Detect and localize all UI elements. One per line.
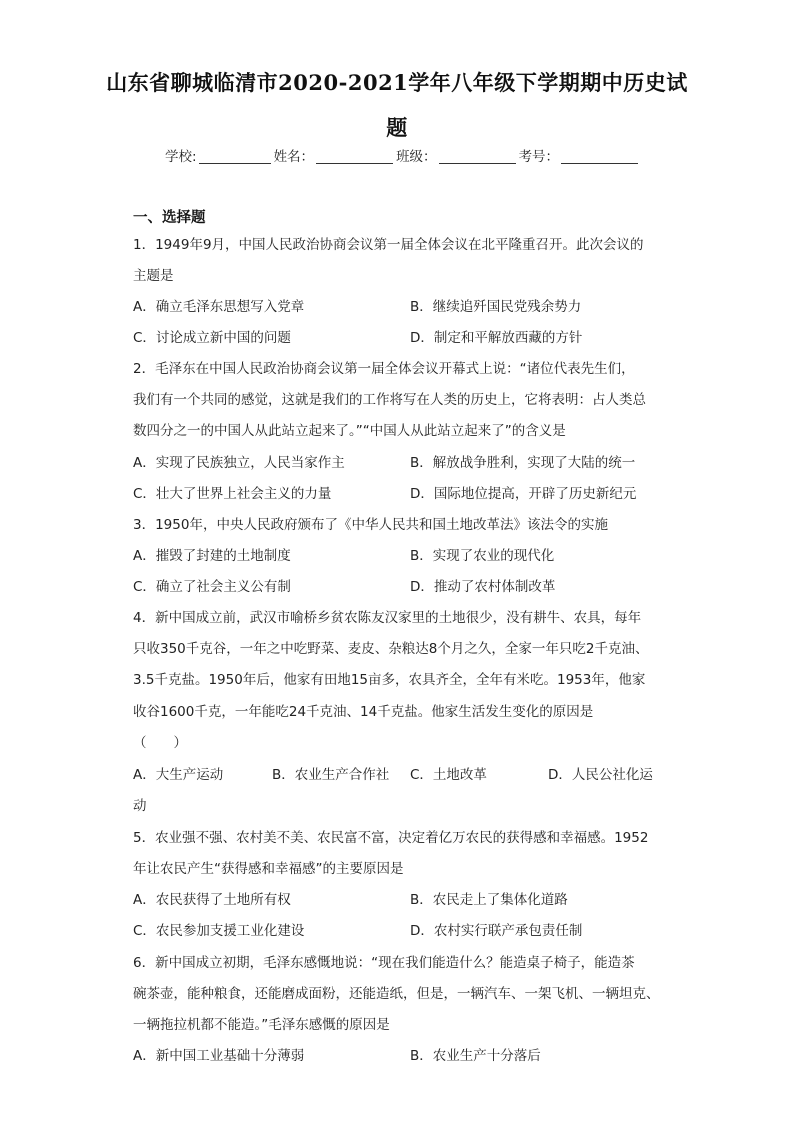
question-5-text: 年让农民产生“获得感和幸福感”的主要原因是 bbox=[133, 861, 404, 877]
question-1-text: 主题是 bbox=[133, 268, 174, 284]
question-4-answer-bracket: （ ） bbox=[133, 735, 187, 751]
question-2-text: 我们有一个共同的感觉，这就是我们的工作将写在人类的历史上，它将表明：占人类总 bbox=[133, 392, 646, 408]
question-5-option-b[interactable]: B．农民走上了集体化道路 bbox=[410, 892, 568, 908]
question-1-option-c[interactable]: C．讨论成立新中国的问题 bbox=[133, 330, 291, 346]
question-5-option-a[interactable]: A．农民获得了土地所有权 bbox=[133, 892, 291, 908]
question-2-text: 2．毛泽东在中国人民政治协商会议第一届全体会议开幕式上说：“诸位代表先生们， bbox=[133, 361, 635, 377]
question-3-option-c[interactable]: C．确立了社会主义公有制 bbox=[133, 579, 291, 595]
school-label: 学校: bbox=[165, 149, 197, 165]
question-1-option-a[interactable]: A．确立毛泽东思想写入党章 bbox=[133, 299, 305, 315]
class-field[interactable] bbox=[439, 149, 516, 164]
question-5-text: 5．农业强不强、农村美不美、农民富不富，决定着亿万农民的获得感和幸福感。1952 bbox=[133, 830, 649, 846]
question-1-text: 1．1949年9月，中国人民政治协商会议第一届全体会议在北平隆重召开。此次会议的 bbox=[133, 237, 644, 253]
question-2-option-b[interactable]: B．解放战争胜利，实现了大陆的统一 bbox=[410, 455, 636, 471]
question-6-text: 碗茶壶，能种粮食，还能磨成面粉，还能造纸，但是，一辆汽车、一架飞机、一辆坦克、 bbox=[133, 986, 660, 1002]
question-6-option-a[interactable]: A．新中国工业基础十分薄弱 bbox=[133, 1048, 305, 1064]
question-1-option-d[interactable]: D．制定和平解放西藏的方针 bbox=[410, 330, 583, 346]
question-2-option-c[interactable]: C．壮大了世界上社会主义的力量 bbox=[133, 486, 332, 502]
question-6-option-b[interactable]: B．农业生产十分落后 bbox=[410, 1048, 541, 1064]
question-6-text: 一辆拖拉机都不能造。”毛泽东感慨的原因是 bbox=[133, 1017, 390, 1033]
class-label: 班级： bbox=[396, 149, 437, 165]
exam-title-continued: 题 bbox=[386, 115, 408, 140]
question-4-option-d-wrap: 动 bbox=[133, 798, 147, 814]
section-title: 一、选择题 bbox=[133, 210, 206, 226]
question-4-option-c[interactable]: C．土地改革 bbox=[410, 767, 487, 783]
question-4-text: 4．新中国成立前，武汉市喻桥乡贫农陈友汉家里的土地很少，没有耕牛、农具，每年 bbox=[133, 610, 642, 626]
question-3-option-d[interactable]: D．推动了农村体制改革 bbox=[410, 579, 556, 595]
question-2-option-d[interactable]: D．国际地位提高，开辟了历史新纪元 bbox=[410, 486, 637, 502]
question-4-text: 收谷1600千克，一年能吃24千克油、14千克盐。他家生活发生变化的原因是 bbox=[133, 704, 594, 720]
name-label: 姓名： bbox=[273, 149, 315, 165]
question-3-option-a[interactable]: A．摧毁了封建的土地制度 bbox=[133, 548, 291, 564]
number-label: 考号： bbox=[518, 149, 560, 165]
question-2-option-a[interactable]: A．实现了民族独立，人民当家作主 bbox=[133, 455, 345, 471]
question-4-option-a[interactable]: A．大生产运动 bbox=[133, 767, 224, 783]
question-3-option-b[interactable]: B．实现了农业的现代化 bbox=[410, 548, 555, 564]
name-field[interactable] bbox=[316, 149, 393, 164]
exam-title: 山东省聊城临清市2020-2021学年八年级下学期期中历史试 bbox=[106, 70, 688, 95]
question-4-text: 3.5千克盐。1950年后，他家有田地15亩多，农具齐全，全年有米吃。1953年，他家 bbox=[133, 672, 646, 688]
question-1-option-b[interactable]: B．继续追歼国民党残余势力 bbox=[410, 299, 582, 315]
question-3-text: 3．1950年，中央人民政府颁布了《中华人民共和国土地改革法》该法令的实施 bbox=[133, 517, 608, 533]
question-5-option-c[interactable]: C．农民参加支援工业化建设 bbox=[133, 923, 305, 939]
number-field[interactable] bbox=[561, 149, 638, 164]
question-4-option-b[interactable]: B．农业生产合作社 bbox=[272, 767, 390, 783]
question-4-option-d[interactable]: D．人民公社化运 bbox=[548, 767, 653, 783]
question-4-text: 只收350千克谷，一年之中吃野菜、麦皮、杂粮达8个月之久，全家一年只吃2千克油、 bbox=[133, 641, 649, 657]
question-5-option-d[interactable]: D．农村实行联产承包责任制 bbox=[410, 923, 583, 939]
student-info-row bbox=[165, 145, 641, 165]
question-6-text: 6．新中国成立初期，毛泽东感慨地说：“现在我们能造什么？能造桌子椅子，能造茶 bbox=[133, 955, 635, 971]
question-2-text: 数四分之一的中国人从此站立起来了。”“中国人从此站立起来了”的含义是 bbox=[133, 423, 566, 439]
school-field[interactable] bbox=[199, 149, 271, 164]
